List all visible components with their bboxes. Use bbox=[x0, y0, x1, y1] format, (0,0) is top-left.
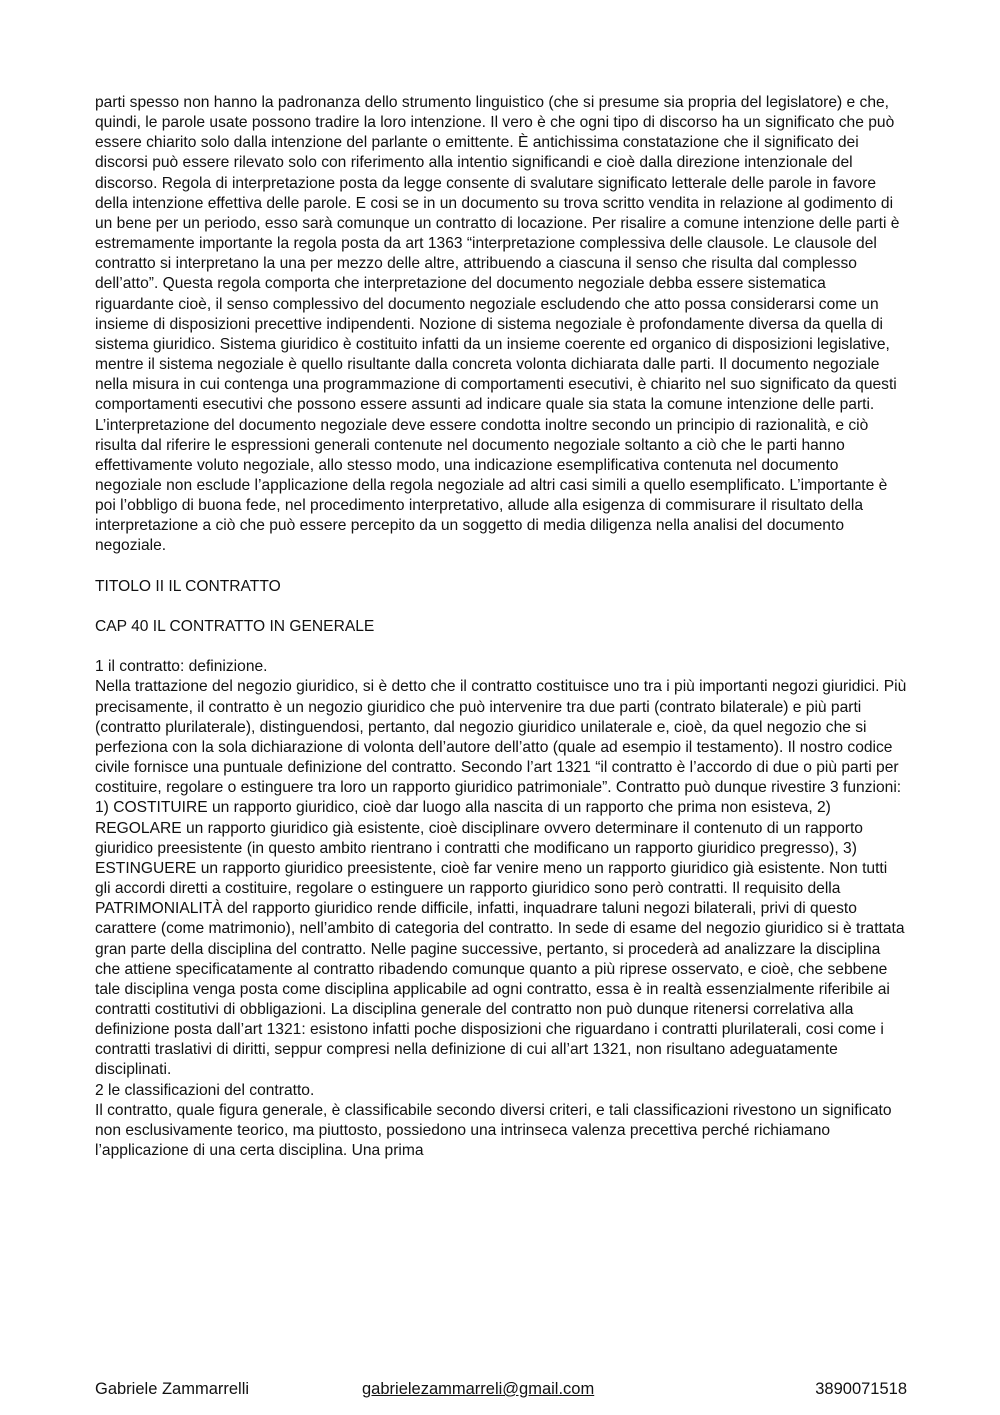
section-title-definizione: 1 il contratto: definizione. bbox=[95, 658, 268, 676]
body-paragraph-definizione: Nella trattazione del negozio giuridico, si è detto che il contratto costituisce uno tra i più importanti negozi giuridici. Più precisamente, il contratto è un negozio giuridico che può intervenire tra due parti (contrato bilaterale) e più parti (contratto plurilaterale), distinguendosi, pertanto, dal negozio giuridico unilaterale e, cioè, da quel negozio che si perfeziona con la sola dichiarazione di volonta dell’autore dell’atto (quale ad esempio il testamento). Il nostro codice civile fornisce una puntuale definizione del contratto. Secondo l’art 1321 “il contratto è l’accordo di due o più parti per costituire, regolare o estinguere tra loro un rapporto giuridico patrimoniale”. Contratto può dunque rivestire 3 funzioni: 1) COSTITUIRE un rapporto giuridico, cioè dar luogo alla nascita di un rapporto che prima non esisteva, 2) REGOLARE un rapporto giuridico già esistente, cioè disciplinare ovvero determinare il contenuto di un rapporto giuridico preesistente (in questo ambito rientrano i contratti che modificano un rapporto giuridico pregresso), 3) ESTINGUERE un rapporto giuridico preesistente, cioè far venire meno un rapporto giuridico già esistente. Non tutti gli accordi diretti a costituire, regolare o estinguere un rapporto giuridico sono però contratti. Il requisito della PATRIMONIALITÀ del rapporto giuridico rende difficile, infatti, inquadrare taluni negozi bilaterali, privi di questo carattere (come matrimonio), nell’ambito di categoria del contratto. In sede di esame del negozio giuridico si è trattata gran parte della disciplina del contratto. Nelle pagine successive, pertanto, si procederà ad analizzare la disciplina che attiene specificatamente al contratto ribadendo comunque quanto a più riprese osservato, e cioè, che sebbene tale disciplina venga posta come disciplina applicabile ad ogni contratto, essa è in realtà essenzialmente riferibile ai contratti costitutivi di obbligazioni. La disciplina generale del contratto non può dunque ritenersi correlativa alla definizione posta dall’art 1321: esistono infatti poche disposizioni che riguardano i contratti plurilaterali, cosi come i contratti traslativi di diritti, seppur compresi nella definizione di cui all’art 1321, non risultano adeguatamente disciplinati. bbox=[95, 678, 907, 1079]
document-body bbox=[95, 93, 907, 1161]
heading-chapter: CAP 40 IL CONTRATTO IN GENERALE bbox=[95, 618, 375, 636]
paragraph-spacer bbox=[95, 557, 907, 577]
section-title-classificazioni: 2 le classificazioni del contratto. bbox=[95, 1081, 315, 1099]
footer-phone: 3890071518 bbox=[815, 1380, 907, 1398]
footer-email-link[interactable]: gabrielezammarreli@gmail.com bbox=[362, 1380, 595, 1398]
body-paragraph-classificazioni: Il contratto, quale figura generale, è classificabile secondo diversi criteri, e tali classificazioni rivestono un significato non esclusivamente teorico, ma piuttosto, possiedono una intrinseca valenza precettiva perché richiamano l’applicazione di una certa disciplina. Una prima bbox=[95, 1101, 892, 1160]
heading-titolo: TITOLO II IL CONTRATTO bbox=[95, 577, 281, 595]
paragraph-spacer bbox=[95, 597, 907, 617]
paragraph-spacer bbox=[95, 637, 907, 657]
footer-author: Gabriele Zammarrelli bbox=[95, 1380, 250, 1398]
body-paragraph-interpretation: parti spesso non hanno la padronanza dello strumento linguistico (che si presume sia propria del legislatore) e che, quindi, le parole usate possono tradire la loro intenzione. Il vero è che ogni tipo di discorso ha un significato che può essere chiarito solo dalla intenzione del parlante o emittente. È antichissima constatazione che il significato dei discorsi può essere rilevato solo con riferimento alla intentio significandi e cioè dalla direzione intenzionale del discorso. Regola di interpretazione posta da legge consente di svalutare significato letterale delle parole in favore della intenzione effettiva delle parole. E cosi se in un documento su trova scritto vendita in relazione al godimento di un bene per un periodo, esso sarà comunque un contratto di locazione. Per risalire a comune intenzione delle parti è estremamente importante la regola posta da art 1363 “interpretazione complessiva delle clausole. Le clausole del contratto si interpretano la una per mezzo delle altre, attribuendo a ciascuna il senso che risulta dal complesso dell’atto”. Questa regola comporta che interpretazione del documento negoziale debba essere sistematica riguardante cioè, il senso complessivo del documento negoziale escludendo che atto possa considerarsi come un insieme di disposizioni precettive indipendenti. Nozione di sistema negoziale è profondamente diversa da quella di sistema giuridico. Sistema giuridico è costituito infatti da un insieme coerente ed organico di disposizioni legislative, mentre il sistema negoziale è quello risultante dalla concreta volonta dichiarata dalle parti. Il documento negoziale nella misura in cui contenga una programmazione di comportamenti esecutivi, è chiarito nel suo significato da questi comportamenti esecutivi che possono essere assunti ad indicare quale sia stata la comune intenzione delle parti. L’interpretazione del documento negoziale deve essere condotta inoltre secondo un principio di razionalità, e ciò risulta dal riferire le espressioni generali contenute nel documento negoziale soltanto a ciò che le parti hanno effettivamente voluto negoziale, allo stesso modo, una indicazione esemplificativa contenuta nel documento negoziale non esclude l’applicazione della regola negoziale ad altri casi simili a quello esemplificato. L’importante è poi l’obbligo di buona fede, nel procedimento interpretativo, allude alla esigenza di commisurare il risultato della interpretazione a ciò che può essere percepito da un soggetto di media diligenza nella analisi del documento negoziale. bbox=[95, 94, 900, 555]
